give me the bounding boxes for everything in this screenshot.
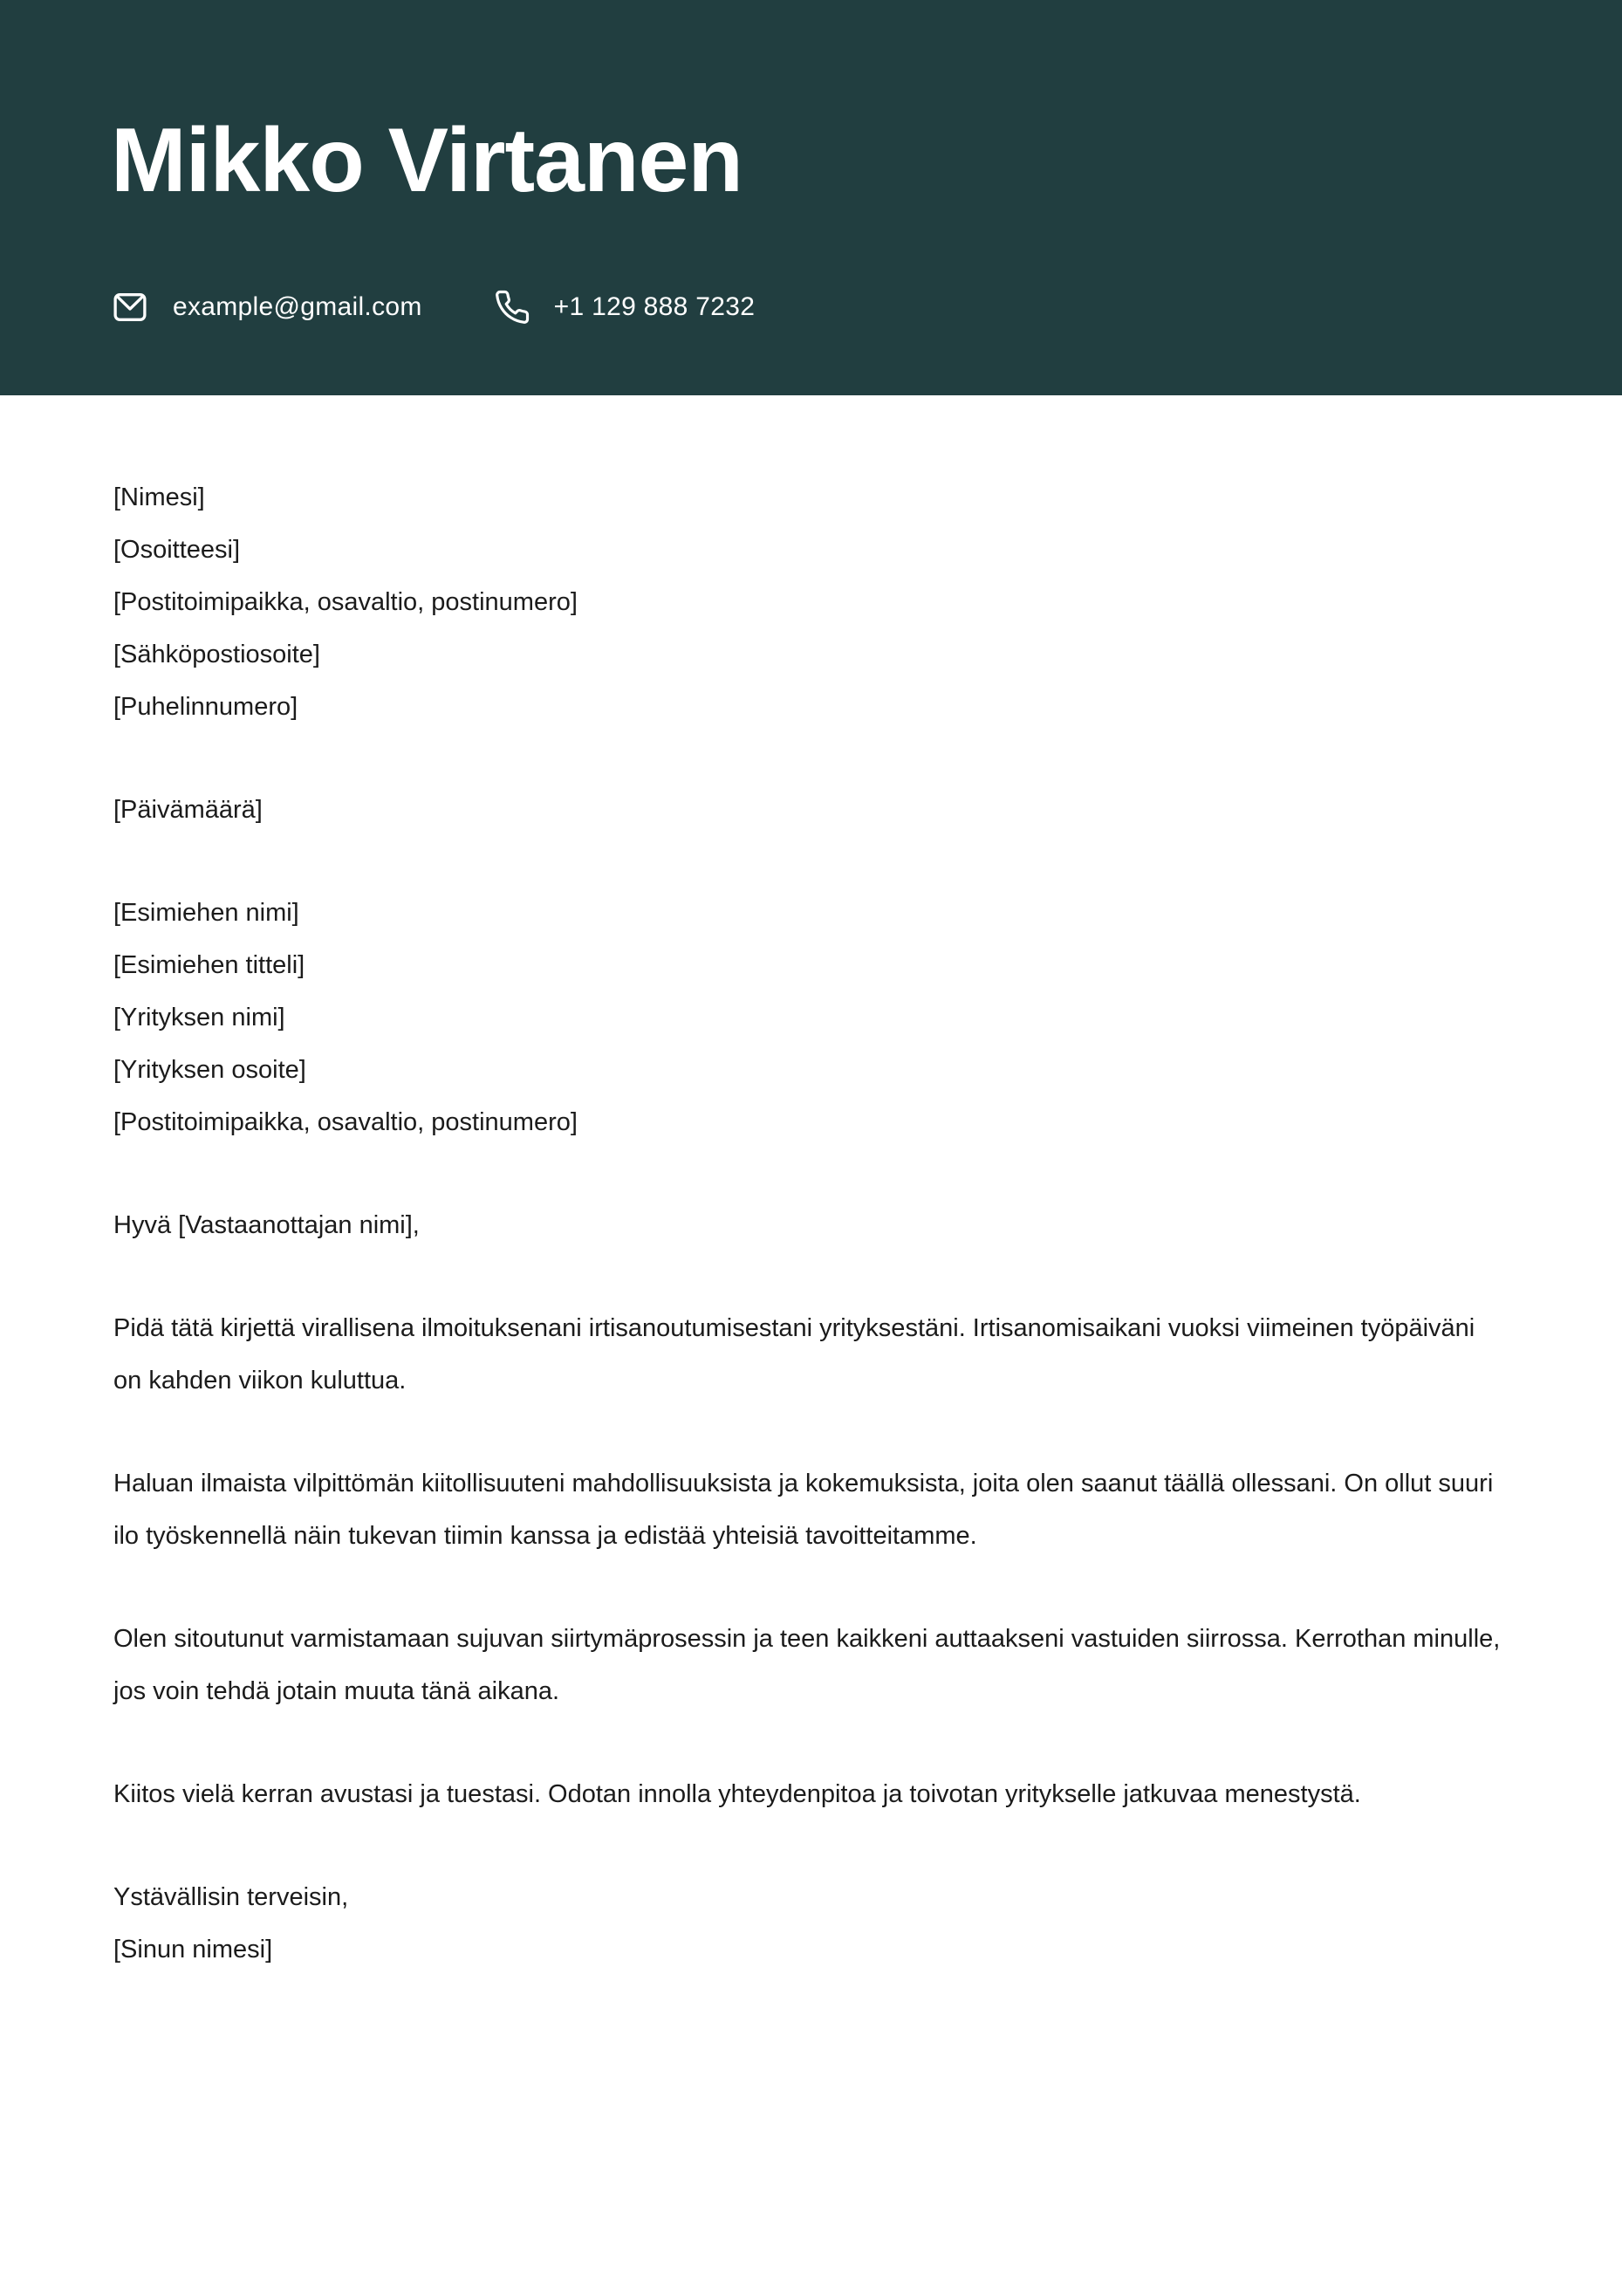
contact-row <box>111 288 1511 326</box>
phone-value: +1 129 888 7232 <box>553 292 756 321</box>
contact-phone <box>494 289 756 326</box>
contact-email <box>111 288 422 326</box>
closing-block <box>113 1871 1509 1976</box>
closing-line: Ystävällisin terveisin, <box>113 1883 349 1911</box>
greeting-line: Hyvä [Vastaanottajan nimi], <box>113 1211 420 1239</box>
letter-paragraph: Kiitos vielä kerran avustasi ja tuestasi. Odotan innolla yhteydenpitoa ja toivotan yritykselle jatkuvaa menestystä. <box>113 1780 1361 1808</box>
letter-paragraph: Olen sitoutunut varmistamaan sujuvan siirtymäprosessin ja teen kaikkeni auttaakseni vastuiden siirrossa. Kerrothan minulle, jos voin tehdä jotain muuta tänä aikana. <box>113 1625 1501 1705</box>
recipient-line: [Esimiehen titteli] <box>113 951 305 979</box>
letter-header <box>0 0 1622 395</box>
date-line: [Päivämäärä] <box>113 796 263 824</box>
letter-paragraph: Pidä tätä kirjettä virallisena ilmoituksenani irtisanoutumisestani yrityksestäni. Irtisanomisaikani vuoksi viimeinen työpäiväni on kahden viikon kuluttua. <box>113 1314 1475 1395</box>
recipient-line: [Postitoimipaikka, osavaltio, postinumero] <box>113 1108 578 1136</box>
sender-line: [Sähköpostiosoite] <box>113 641 320 668</box>
recipient-line: [Yrityksen osoite] <box>113 1056 306 1084</box>
envelope-icon <box>111 288 149 326</box>
sender-line: [Nimesi] <box>113 483 205 511</box>
letter-paragraph: Haluan ilmaista vilpittömän kiitollisuuteni mahdollisuuksista ja kokemuksista, joita olen saanut täällä ollessani. On ollut suuri ilo työskennellä näin tukevan tiimin kanssa ja edistää yhteisiä tavoitteitamme. <box>113 1470 1494 1550</box>
letter-paragraphs <box>113 1302 1509 1820</box>
sender-address-block <box>113 471 1509 733</box>
sender-line: [Postitoimipaikka, osavaltio, postinumero] <box>113 588 578 616</box>
sender-line: [Osoitteesi] <box>113 536 241 564</box>
recipient-line: [Esimiehen nimi] <box>113 899 299 927</box>
email-value: example@gmail.com <box>173 292 422 321</box>
recipient-line: [Yrityksen nimi] <box>113 1004 285 1031</box>
recipient-address-block <box>113 887 1509 1148</box>
phone-icon <box>494 289 530 326</box>
page-title: Mikko Virtanen <box>111 110 743 211</box>
sender-line: [Puhelinnumero] <box>113 693 298 721</box>
signature-line: [Sinun nimesi] <box>113 1936 273 1964</box>
letter-body <box>0 395 1622 2028</box>
